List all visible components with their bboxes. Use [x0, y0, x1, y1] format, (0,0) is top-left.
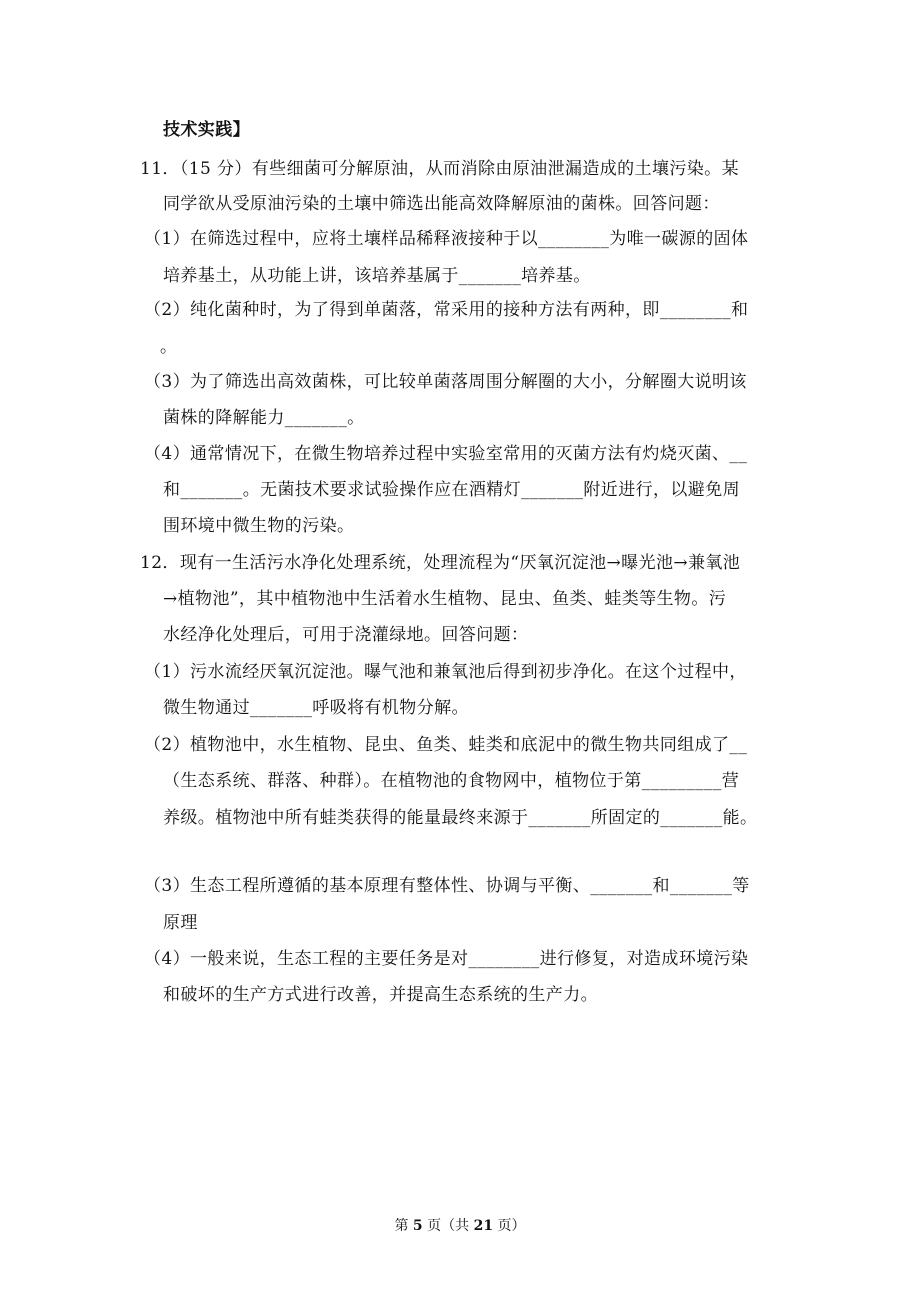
q11-part3-line1: （3）为了筛选出高效菌株，可比较单菌落周围分解圈的大小，分解圈大说明该 [144, 372, 747, 392]
q12-part1-line2: 微生物通过_______呼吸将有机物分解。 [163, 698, 469, 718]
q12-part2-line1: （2）植物池中，水生植物、昆虫、鱼类、蛙类和底泥中的微生物共同组成了__ [144, 735, 748, 755]
section-title: 技术实践】 [163, 120, 250, 140]
q12-stem-line1: 12．现有一生活污水净化处理系统，处理流程为“厌氧沉淀池→曝光池→兼氧池 [140, 553, 741, 573]
page-footer [0, 1216, 920, 1236]
q12-part4-line2: 和破坏的生产方式进行改善，并提高生态系统的生产力。 [163, 985, 598, 1005]
q11-stem-line2: 同学欲从受原油污染的土壤中筛选出能高效降解原油的菌株。回答问题： [163, 194, 720, 214]
q12-part3-line2: 原理 [163, 913, 198, 933]
footer-page-number: 5 [412, 1218, 423, 1234]
q12-part3-line1: （3）生态工程所遵循的基本原理有整体性、协调与平衡、_______和_______等 [144, 876, 750, 896]
q12-part4-line1: （4）一般来说，生态工程的主要任务是对________进行修复，对造成环境污染 [144, 949, 749, 969]
q11-stem-line1: 11．（15 分）有些细菌可分解原油，从而消除由原油泄漏造成的土壤污染。某 [140, 159, 739, 179]
footer-suffix: 页） [493, 1218, 526, 1234]
q12-part1-line1: （1）污水流经厌氧沉淀池。曝气池和兼氧池后得到初步净化。在这个过程中， [144, 662, 747, 682]
q11-part4-line1: （4）通常情况下，在微生物培养过程中实验室常用的灭菌方法有灼烧灭菌、__ [144, 444, 748, 464]
q12-stem-line3: 水经净化处理后，可用于浇灌绿地。回答问题： [163, 625, 529, 645]
footer-total-pages: 21 [473, 1218, 494, 1234]
q12-stem-line2: →植物池”，其中植物池中生活着水生植物、昆虫、鱼类、蛙类等生物。污 [163, 589, 727, 609]
q11-part1-line1: （1）在筛选过程中，应将土壤样品稀释液接种于以________为唯一碳源的固体 [144, 229, 749, 249]
footer-prefix: 第 [394, 1218, 413, 1234]
footer-middle: 页（共 [422, 1218, 474, 1234]
q11-part1-line2: 培养基土，从功能上讲，该培养基属于_______培养基。 [163, 266, 591, 286]
q12-part2-line2: （生态系统、群落、种群）。在植物池的食物网中，植物位于第_________营 [163, 771, 740, 791]
q11-part2-line2: 。 [160, 337, 178, 357]
q11-part3-line2: 菌株的降解能力_______。 [163, 408, 365, 428]
q11-part4-line3: 围环境中微生物的污染。 [163, 516, 355, 536]
q11-part4-line2: 和_______。无菌技术要求试验操作应在酒精灯_______附近进行，以避免周 [163, 480, 740, 500]
q11-part2-line1: （2）纯化菌种时，为了得到单菌落，常采用的接种方法有两种，即________和 [144, 300, 749, 320]
q12-part2-line3: 养级。植物池中所有蛙类获得的能量最终来源于_______所固定的_______能。 [163, 808, 758, 828]
